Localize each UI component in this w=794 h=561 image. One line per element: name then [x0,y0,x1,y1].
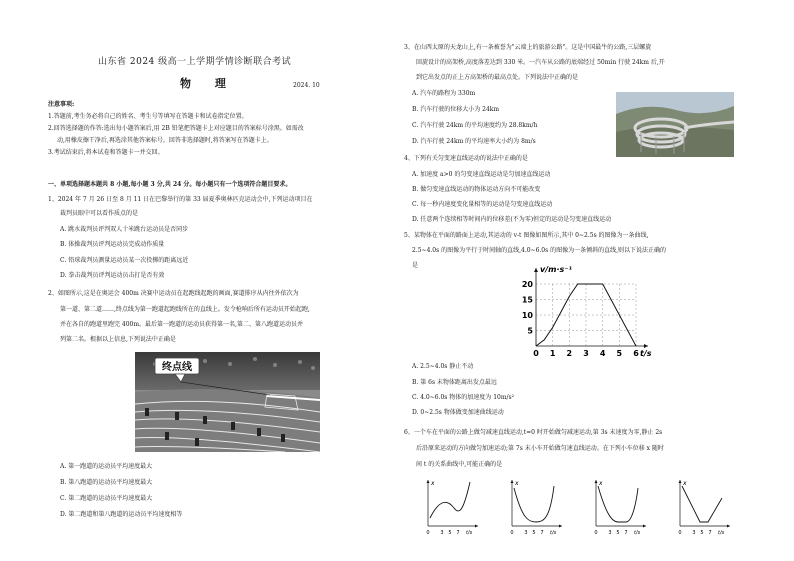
q5-stem: 是 [412,262,419,269]
xt-option-graphs [422,476,752,536]
q2-option-c: C. 第二跑道的运动员平均速度最大 [60,495,153,502]
displacement-curve [514,486,554,522]
xt-graph-b [510,480,562,536]
x-tick-label: 4 [599,349,606,358]
x-tick-label: 0 [533,349,539,358]
highway-photo [616,92,734,157]
q6-stem: 间 t 的关系曲线中,可能正确的是 [416,461,503,468]
section-heading: 一、单项选择题本题共 8 小题,每小题 3 分,共 24 分。每小题只有一个选项符合题目要求。 [48,181,292,188]
finish-line-label: 终点线 [162,362,192,373]
q2-stem: 第一道、第二道……,终点线为第一跑道起跑线所在的直线上。发令枪响后所有运动员开始起跑, [60,306,310,313]
x-tick-label: 1 [549,349,556,358]
displacement-curve [682,486,722,522]
xt-graph-d [678,480,730,536]
q4-option-c: C. 每一秒内速度变化量相等的运动是匀变速直线运动 [412,201,553,208]
q4-option-d: D. 任意两个连续相等时间内的位移差(不为零)恒定的运动是匀变速直线运动 [412,216,612,223]
y-axis-label: x [683,480,687,487]
x-tick-label: 7 [624,530,628,536]
q3-stem: 3、在山西太原的天龙山上,有一条被誉为"云端上的旅游公路"。这是中国最牛的公路,三层螺旋 [404,44,652,51]
x-tick-label: 3 [608,530,612,536]
x-tick-label: 3 [524,530,528,536]
x-tick-label: 0 [510,530,514,536]
xt-graph-a [426,480,478,536]
y-axis-label: v/m·s⁻¹ [540,265,572,274]
q1-option-a: A. 跳水裁判员评判双人十米跳台运动员是否同步 [60,226,189,233]
q3-option-c: C. 汽车行驶 24km 的平均速度约为 28.8km/h [412,122,538,129]
x-tick-label: 5 [616,530,620,536]
q5-option-b: B. 第 6s 末物体距离出发点最远 [412,379,497,386]
q4-option-a: A. 加速度 a>0 的匀变速直线运动是匀加速直线运动 [412,171,551,178]
x-axis-arrow [727,525,730,528]
track-photo [135,352,320,452]
subject-title: 物 理 [180,77,236,90]
y-axis-arrow [534,268,538,272]
q1-option-b: B. 体操裁判员评判运动员完成动作质量 [60,241,165,248]
y-axis-label: x [431,480,435,487]
q5-option-c: C. 4.0~6.0s 物体的加速度为 10m/s² [412,394,515,401]
x-tick-label: 5 [532,530,536,536]
x-axis-arrow [475,525,478,528]
x-tick-label: 3 [440,530,444,536]
x-tick-label: 7 [456,530,460,536]
y-axis-arrow [679,480,682,483]
x-tick-label: 0 [678,530,682,536]
notes-heading: 注意事项: [48,101,75,108]
note-item: 3.考试结束后,将本试卷和答题卡一并交回。 [48,149,164,156]
q1-stem: 裁判员眼中可以看作质点的是 [60,210,139,217]
y-axis-arrow [427,480,430,483]
x-axis-label: t/s [466,530,473,536]
x-axis-arrow [559,525,562,528]
q3-option-d: D. 汽车行驶 24km 的平均速率大小约为 8m/s [412,138,536,145]
x-axis-label: t/s [634,530,641,536]
q6-stem: 后沿原来运动的方向做匀加速运动;第 7s 末小车开始做匀速直线运动。在下列小车位移 x 随时 [416,445,664,452]
q1-stem: 1、2024 年 7 月 26 日至 8 月 11 日在巴黎举行的第 33 届夏季奥林匹克运动会中,下列运动项目在 [48,196,313,203]
y-axis-label: x [515,480,519,487]
y-axis-arrow [511,480,514,483]
x-tick-label: 2 [566,349,573,358]
q5-stem: 2.5~4.0s 的图像为平行于时间轴的直线,4.0~6.0s 的图像为一条倾斜的直线,则以下说法正确的 [412,247,667,254]
x-tick-label: 6 [633,349,639,358]
x-tick-label: 0 [594,530,598,536]
x-axis-label: t/s [550,530,557,536]
q4-option-b: B. 做匀变速直线运动的物体运动方向不可能改变 [412,186,541,193]
y-tick-label: 15 [521,295,533,305]
xt-graph-c [594,480,646,536]
displacement-curve [430,482,470,518]
q3-stem: 回旋设计的高架桥,高度落差达到 330 米。一汽车从公路的底端经过 50min 行驶 24km 后,开 [416,59,665,66]
vt-chart [514,262,654,358]
q2-stem: 并在各自的跑道里跑完 400m。最后第一跑道的运动员获得第一名,第二、第八跑道运动员并 [60,321,303,328]
x-axis-arrow [643,525,646,528]
x-axis-label: t/s [718,530,725,536]
x-axis-label: t/s [640,349,652,358]
q3-option-a: A. 汽车的路程为 330m [412,90,476,97]
q1-option-c: C. 铅球裁判员测量运动员某一次投掷的距离远近 [60,257,189,264]
x-tick-label: 7 [708,530,712,536]
q3-option-b: B. 汽车行驶的位移大小为 24km [412,106,500,113]
q2-option-a: A. 第一跑道的运动员平均速度最大 [60,463,153,470]
q6-stem: 6、一个车在平面的公路上做匀减速直线运动,t=0 时开始做匀减速运动,第 3s 末速度为零,静止 2s [404,429,663,436]
q5-stem: 5、某物体在平面的路面上运动,其运动的 v-t 图像如图所示,其中 0~2.5s 的图像为一条曲线, [404,232,649,239]
x-tick-label: 3 [692,530,696,536]
q5-option-a: A. 2.5~4.0s 静止不动 [412,363,474,370]
y-tick-label: 5 [527,326,533,336]
x-tick-label: 5 [616,349,623,358]
y-tick-label: 10 [521,311,533,320]
exam-title: 山东省 2024 级高一上学期学情诊断联合考试 [98,57,292,67]
y-axis-label: x [599,480,603,487]
q3-stem: 到它出发点的正上方高架桥的最高点处。下列说法中正确的是 [416,74,579,81]
note-item: 2.回答选择题的作答:选出每小题答案后,用 2B 铅笔把答题卡上对应题目的答案标号涂黑。如需改 [48,125,304,132]
q2-option-d: D. 第二跑道和第八跑道的运动员平均速度相等 [60,511,183,518]
q5-option-d: D. 0~2.5s 物体做变加速曲线运动 [412,409,504,416]
note-item: 1.答题前,考生务必将自己的姓名、考生号等填写在答题卡和试卷指定位置。 [48,113,248,120]
q2-option-b: B. 第八跑道的运动员平均速度最大 [60,479,153,486]
y-axis-arrow [595,480,598,483]
note-item: 动,用橡皮擦干净后,再选涂其他答案标号。回答非选择题时,将答案写在答题卡上。 [57,137,273,144]
displacement-curve [598,486,638,522]
x-tick-label: 3 [583,349,589,358]
q2-stem: 列第二名。根据以上信息,下列说法中正确是 [60,336,176,343]
q1-option-d: D. 拳击裁判员评判运动员击打是否有效 [60,272,165,279]
exam-date: 2024. 10 [293,82,320,89]
q4-stem: 4、下列有关匀变速直线运动的说法中正确的是 [404,155,528,162]
q2-stem: 2、如图所示,这是在奥运会 400m 决赛中运动员在起跑线起跑的画面,赛道排序从内往外依次为 [48,290,299,297]
x-tick-label: 5 [448,530,452,536]
x-tick-label: 7 [540,530,544,536]
x-tick-label: 5 [700,530,704,536]
x-axis-arrow [644,344,648,348]
y-tick-label: 20 [521,280,533,289]
x-tick-label: 0 [426,530,430,536]
